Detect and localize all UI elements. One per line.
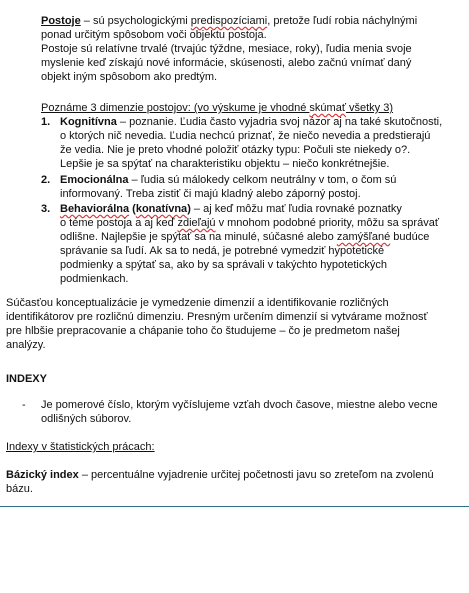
list-item-3-line-1: – aj keď môžu mať ľudia rovnaké poznatky (190, 203, 402, 215)
list-item-3-title-2: konatívna (135, 203, 188, 215)
postoje-paragraph (41, 14, 461, 84)
dimensions-intro (41, 101, 461, 115)
list-item-3-number: 3. (41, 203, 51, 215)
list-item-3-title: Behaviorálna (60, 203, 130, 215)
dimensions-intro-text: Poznáme 3 dimenzie postojov: (vo výskume je vhodné (41, 102, 310, 114)
dimensions-intro-wavy: skúmať (309, 102, 346, 114)
bazicky-line-1: – percentuálne vyjadrenie určitej početnosti javu so zreteľom na zvolenú (78, 469, 434, 481)
list-item-2-title: Emocionálna (60, 174, 129, 186)
list-item-3-line-4: správanie sa ľudí. Ak sa to nedá, je potrebné vymedziť hypotetické (60, 245, 385, 257)
list-item-3-line-3a: odlišne. Najlepšie je spýtať sa na minulé, súčasné alebo (60, 231, 337, 243)
konceptualizacia-line-4: analýzy. (6, 339, 46, 351)
postoje-term: Postoje (41, 15, 81, 27)
postoje-line-1 (41, 14, 461, 28)
postoje-def-wavy: predispozíciami (190, 15, 268, 27)
list-item-3: Behaviorálna (konatívna) – aj keď môžu mať ľudia rovnaké poznatky o téme postoja a aj keď zdieľajú v mnohom podobné priority, môžu sa správať odlišne. Najlepšie je spýtať sa na minulé, súčasné alebo zamýšľané budúce správanie sa ľudí. Ak sa to nedá, je potrebné vymedziť hypotetické podmienky a spýtať sa, ako by sa správali v takýchto hypotetických podmienkach. (60, 202, 465, 286)
konceptualizacia-line-1: Súčasťou konceptualizácie je vymedzenie dimenzií a identifikovanie rozličných (6, 297, 389, 309)
list-item-3-wavy-zamyslane: zamýšľané (336, 231, 391, 243)
page-divider (0, 506, 469, 507)
list-item-1-line-2: o ktorých nič nevedia. Ľudia nechcú priznať, že niečo nevedia a predstierajú (60, 130, 431, 142)
list-item-1 (60, 115, 465, 171)
list-item-1-line-1: – poznanie. Ľudia často vyjadria svoj názor aj na také skutočnosti, (116, 116, 443, 128)
list-item-1-line-3: že vedia. Nie je preto vhodné položiť otázky typu: Počuli ste niekedy o?. (60, 144, 411, 156)
dimensions-intro-end: všetky 3) (345, 102, 394, 114)
list-item-1-number: 1. (41, 116, 51, 128)
list-item-2-line-1: – ľudia sú málokedy celkom neutrálny v tom, o čom sú (128, 174, 397, 186)
indexy-bullet-line-2: odlišných súborov. (41, 413, 132, 425)
list-item-1-line-4: Lepšie je sa spýtať na charakteristiku objektu – niečo konkrétnejšie. (60, 158, 390, 170)
bazicky-term: Bázický index (6, 469, 79, 481)
konceptualizacia-line-2: identifikátorov pre rozličnú dimenziu. Presným určením dimenzií si vytvárame možnosť (6, 311, 428, 323)
indexy-bullet (41, 398, 466, 426)
list-item-1-title: Kognitívna (60, 116, 117, 128)
postoje-line-2: ponad určitým spôsobom voči objektu postoja. (41, 29, 267, 41)
indexy-subheading: Indexy v štatistických prácach: (6, 441, 155, 453)
postoje-line-3: Postoje sú relatívne trvalé (trvajúc týždne, mesiace, roky), ľudia menia svoje (41, 43, 412, 55)
list-item-2-number: 2. (41, 174, 51, 186)
list-item-3-line-2a: o téme postoja a aj keď (60, 217, 178, 229)
bazicky-line-2: bázu. (6, 483, 33, 495)
list-item-2-line-2: informovaný. Treba zistiť či majú kladný alebo záporný postoj. (60, 188, 361, 200)
postoje-def-2: , pretože ľudí robia náchylnými (267, 15, 418, 27)
bullet-dash: - (22, 399, 26, 411)
postoje-line-5: objekt iným spôsobom ako predtým. (41, 71, 218, 83)
list-item-3-line-5: podmienky a spýtať sa, ako by sa správali v takýchto hypotetických (60, 259, 387, 271)
postoje-line-4: myslenie keď získajú nové informácie, skúsenosti, alebo začnú vnímať daný (41, 57, 412, 69)
list-item-3-line-6: podmienkach. (60, 273, 129, 285)
list-item-3-wavy-zdielaju: zdieľajú (177, 217, 216, 229)
list-item-2 (60, 173, 465, 201)
postoje-def-1: – sú psychologickými (80, 15, 191, 27)
list-item-3-line-2b: v mnohom podobné priority, môžu sa správať (215, 217, 439, 229)
indexy-heading: INDEXY (6, 373, 47, 385)
list-item-3-line-3b: budúce (390, 231, 430, 243)
konceptualizacia-line-3: pre hlbšie prepracovanie a chápanie toho čo študujeme – čo je predmetom našej (6, 325, 400, 337)
konceptualizacia-paragraph (6, 296, 466, 352)
bazicky-paragraph (6, 468, 466, 496)
indexy-bullet-line-1: Je pomerové číslo, ktorým vyčíslujeme vzťah dvoch časove, miestne alebo vecne (41, 399, 438, 411)
